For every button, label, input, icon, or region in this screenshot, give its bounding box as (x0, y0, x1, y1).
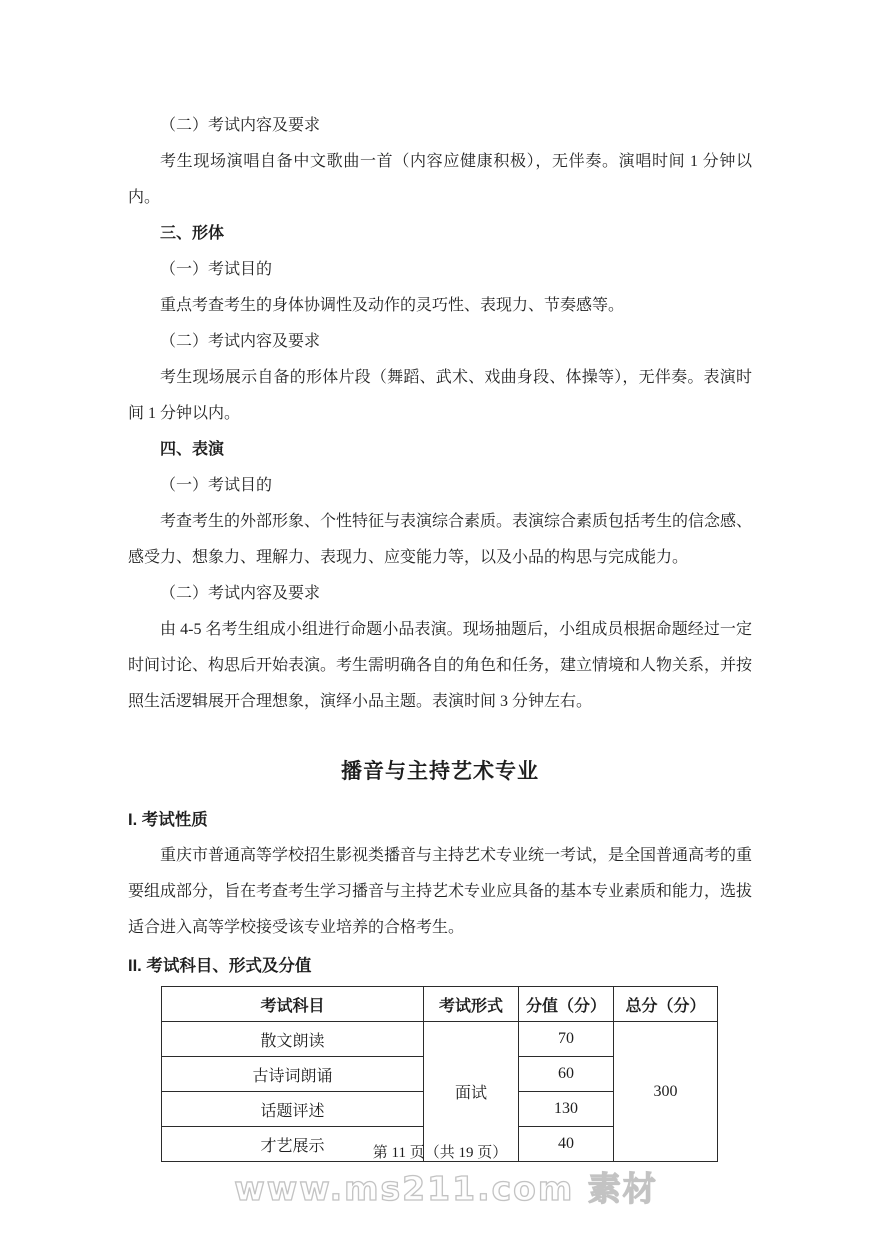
subsection-heading: （一）考试目的 (160, 261, 273, 278)
cell-exam-form: 面试 (424, 1022, 519, 1162)
paragraph: 考生现场展示自备的形体片段（舞蹈、武术、戏曲身段、体操等），无伴奏。表演时间 1 分钟以内。 (128, 369, 752, 422)
cell-score: 70 (519, 1022, 614, 1057)
page-number: 第 11 页（共 19 页） (372, 1145, 508, 1161)
cell-score: 60 (519, 1057, 614, 1092)
cell-score: 130 (519, 1092, 614, 1127)
watermark-text: www.ms211.com 素材 (234, 1169, 658, 1208)
cell-subject: 才艺展示 (162, 1127, 424, 1162)
subsection-heading: （二）考试内容及要求 (160, 585, 321, 602)
score-table (161, 986, 718, 1162)
major-title: 播音与主持艺术专业 (341, 760, 539, 783)
paragraph: 考查考生的外部形象、个性特征与表演综合素质。表演综合素质包括考生的信念感、感受力、想象力、理解力、表现力、应变能力等，以及小品的构思与完成能力。 (128, 513, 753, 566)
paragraph: 由 4-5 名考生组成小组进行命题小品表演。现场抽题后，小组成员根据命题经过一定时间讨论、构思后开始表演。考生需明确各自的角色和任务，建立情境和人物关系，并按照生活逻辑展开合理想象，演绎小品主题。表演时间 3 分钟左右。 (128, 621, 753, 710)
numbered-heading: 四、表演 (160, 441, 225, 458)
header-cell-subject: 考试科目 (162, 987, 424, 1022)
numbered-heading: 三、形体 (160, 225, 225, 242)
cell-subject: 话题评述 (162, 1092, 424, 1127)
header-cell-score: 分值（分） (519, 987, 614, 1022)
cell-total-score: 300 (614, 1022, 718, 1162)
header-cell-form: 考试形式 (424, 987, 519, 1022)
header-cell-total: 总分（分） (614, 987, 718, 1022)
paragraph: 重庆市普通高等学校招生影视类播音与主持艺术专业统一考试，是全国普通高考的重要组成部分，旨在考查考生学习播音与主持艺术专业应具备的基本专业素质和能力，选拔适合进入高等学校接受该专业培养的合格考生。 (128, 847, 753, 936)
cell-score: 40 (519, 1127, 614, 1162)
subsection-heading: （二）考试内容及要求 (160, 117, 321, 134)
section-heading-exam-nature: I. 考试性质 (128, 811, 208, 829)
document-body (128, 108, 752, 1162)
paragraph: 重点考查考生的身体协调性及动作的灵巧性、表现力、节奏感等。 (160, 297, 625, 314)
paragraph: 考生现场演唱自备中文歌曲一首（内容应健康积极），无伴奏。演唱时间 1 分钟以内。 (128, 153, 752, 206)
table-row (162, 1022, 718, 1057)
cell-subject: 古诗词朗诵 (162, 1057, 424, 1092)
subsection-heading: （一）考试目的 (160, 477, 273, 494)
section-heading-exam-subjects: II. 考试科目、形式及分值 (128, 957, 312, 975)
subsection-heading: （二）考试内容及要求 (160, 333, 321, 350)
table-header-row (162, 987, 718, 1022)
cell-subject: 散文朗读 (162, 1022, 424, 1057)
